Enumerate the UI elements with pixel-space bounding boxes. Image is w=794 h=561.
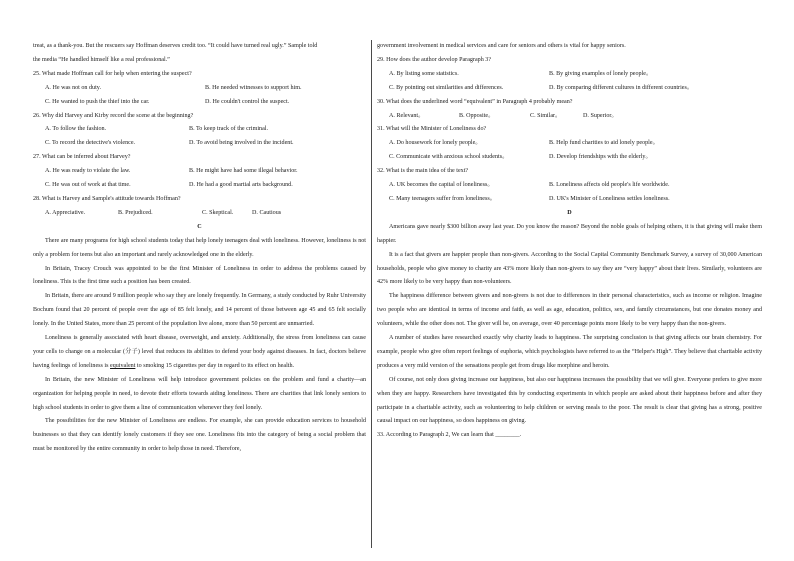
option-a[interactable]: A. UK becomes the capital of loneliness｡	[389, 182, 491, 189]
question-28-stem: 28. What is Harvey and Sample's attitude towards Hoffman?	[33, 195, 181, 202]
option-b[interactable]: B. He might have had some illegal behavior.	[189, 168, 298, 175]
passage-d-paragraph-3: The happiness difference between givers and non-givers is not due to differences in their personal characteristics, such as income or religion. Imagine two people who are identical in terms of income and faith, as well as age, education, politics, sex, and family circumstances, but one donates money and volunteers, while the other does not. The giver will be, on average, over 40 percentage points more likely to be very happy than the non-givers.	[377, 293, 762, 328]
option-c[interactable]: C. Similar｡	[530, 112, 559, 119]
option-a[interactable]: A. To follow the fashion.	[45, 126, 107, 133]
option-d[interactable]: D. To avoid being involved in the incident.	[189, 140, 294, 147]
option-c[interactable]: C. By pointing out similarities and differences.	[389, 84, 504, 91]
option-d[interactable]: D. He had a good martial arts background.	[189, 182, 293, 189]
question-27-options-row-1	[33, 165, 366, 179]
question-31-options-row-2	[377, 151, 762, 165]
question-32-stem: 32. What is the main idea of the text?	[377, 168, 469, 175]
question-29-stem: 29. How does the author develop Paragraph 3?	[377, 56, 492, 63]
right-column	[377, 40, 762, 443]
question-33-stem: 33. According to Paragraph 2, We can learn that ________.	[377, 432, 522, 439]
question-26-options-row-2	[33, 137, 366, 151]
question-25-options-row-2	[33, 96, 366, 110]
p4-text-before: Loneliness is generally associated with heart disease, overweight, and anxiety. Additionally, the stress from loneliness can cause your cells to change on a molecular (分子) level that reduces its abilities to defend your body against diseases. In fact, doctors believe having feelings of loneliness is	[33, 335, 366, 369]
option-b[interactable]: B. Prejudiced.	[118, 209, 153, 216]
option-c[interactable]: C. Skeptical.	[202, 209, 234, 216]
option-a[interactable]: A. He was not on duty.	[45, 84, 101, 91]
option-d[interactable]: D. By comparing different cultures in different countries｡	[549, 84, 690, 91]
column-divider	[371, 40, 372, 548]
passage-d-paragraph-5: Of course, not only does giving increase our happiness, but also our happiness increases the possibility that we will give. Everyone prefers to give more when they are happy. Researchers have investigated this by conducting experiments in which people are asked about their happiness before and after they participate in a charitable activity, such as volunteering to help children or serving meals to the poor. The result is clear that giving has a strong, positive causal impact on our happiness, so does happiness on giving.	[377, 376, 762, 425]
option-c[interactable]: C. Many teenagers suffer from loneliness｡	[389, 195, 493, 202]
option-a[interactable]: A. Relevant｡	[389, 112, 422, 119]
underlined-word-equivalent: equivalent	[110, 362, 136, 369]
option-a[interactable]: A. By listing some statistics.	[389, 70, 459, 77]
question-26-options-row-1	[33, 123, 366, 137]
question-26-stem: 26. Why did Harvey and Kirby record the scene at the beginning?	[33, 112, 194, 119]
question-31-options-row-1	[377, 137, 762, 151]
question-25-stem: 25. What made Hoffman call for help when entering the suspect?	[33, 70, 192, 77]
question-32-options-row-1	[377, 179, 762, 193]
passage-c-continuation: government involvement in medical services and care for seniors and others is vital for happy seniors.	[377, 43, 626, 49]
option-d[interactable]: D. UK's Minister of Loneliness settles loneliness.	[549, 195, 670, 202]
passage-d-heading: D	[567, 209, 572, 216]
passage-d-paragraph-2: It is a fact that givers are happier people than non-givers. According to the Social Capital Community Benchmark Survey, a survey of 30,000 American households, people who give money to charity are 43% more likely than non-givers to say they are “very happy” about their lives. Similarly, volunteers are 42% more likely to be very happy than non-volunteers.	[377, 251, 762, 286]
option-c[interactable]: C. He was out of work at that time.	[45, 182, 131, 189]
option-b[interactable]: B. Loneliness affects old people's life worldwide.	[549, 182, 670, 189]
question-31-stem: 31. What will the Minister of Loneliness do?	[377, 126, 487, 133]
option-b[interactable]: B. To keep track of the criminal.	[189, 126, 268, 133]
intro-line-1: treat, as a thank-you. But the rescuers say Hoffman deserves credit too. “It could have turned real ugly.” Sample told	[33, 43, 318, 49]
question-30-stem: 30. What does the underlined word “equivalent” in Paragraph 4 probably mean?	[377, 98, 573, 105]
question-27-options-row-2	[33, 179, 366, 193]
question-30-options	[377, 110, 762, 124]
passage-d-paragraph-4: A number of studies have researched exactly why charity leads to happiness. The surprising conclusion is that giving affects our brain chemistry. For example, people who give often report feelings of euphoria, which psychologists have referred to as the “Helper's High”. They believe that charitable activity produces a very mild version of the sensations people get from drugs like morphine and heroin.	[377, 335, 762, 369]
intro-line-2: the media “He handled himself like a real professional.”	[33, 56, 170, 63]
left-column	[33, 40, 366, 457]
option-d[interactable]: D. Superior｡	[583, 112, 615, 119]
passage-c-heading: C	[197, 223, 202, 230]
question-32-options-row-2	[377, 193, 762, 207]
passage-c-paragraph-5: In Britain, the new Minister of Loneliness will help introduce government policies on the problem and fund a charity—an organization for helping people in need, to devote their efforts towards aiding loneliness. There are charities that link lonely seniors to high school students in order to give them a line of communication whenever they feel lonely.	[33, 376, 366, 411]
question-29-options-row-1	[377, 68, 762, 82]
p4-text-after: to smoking 15 cigarettes per day in regard to its effect on health.	[135, 362, 295, 369]
option-a[interactable]: A. Appreciative.	[45, 209, 86, 216]
passage-c-paragraph-2: In Britain, Tracey Crouch was appointed to be the first Minister of Loneliness in order to address the problems caused by loneliness. This is the first time such a position has been created.	[33, 265, 366, 286]
passage-d-paragraph-1: Americans gave nearly $300 billion away last year. Do you know the reason? Beyond the noble goals of helping others, it is that giving will make them happier.	[377, 223, 762, 244]
option-d[interactable]: D. Develop friendships with the elderly｡	[549, 154, 649, 161]
passage-c-paragraph-1: There are many programs for high school students today that help lonely teenagers deal with loneliness. However, loneliness is not only a problem for teens but also an important and rarely acknowledged one in the elderly.	[33, 237, 366, 258]
option-c[interactable]: C. He wanted to push the thief into the car.	[45, 98, 150, 105]
question-27-stem: 27. What can be inferred about Harvey?	[33, 154, 131, 161]
passage-c-paragraph-4	[33, 332, 366, 374]
option-a[interactable]: A. Do housework for lonely people｡	[389, 140, 479, 147]
option-b[interactable]: B. By giving examples of lonely people｡	[549, 70, 650, 77]
option-b[interactable]: B. He needed witnesses to support him.	[205, 84, 302, 91]
option-b[interactable]: B. Help fund charities to aid lonely people｡	[549, 140, 656, 147]
question-29-options-row-2	[377, 82, 762, 96]
option-c[interactable]: C. To record the detective's violence.	[45, 140, 136, 147]
option-a[interactable]: A. He was ready to violate the law.	[45, 168, 131, 175]
passage-c-paragraph-6: The possibilities for the new Minister of Loneliness are endless. For example, she can provide education services to household businesses so that they can identify lonely customers if they see one. Loneliness fits into the category of being a social problem that must be monitored by the entire community in order to help those in need. Therefore,	[33, 418, 366, 453]
option-b[interactable]: B. Opposite｡	[459, 112, 492, 119]
question-25-options-row-1	[33, 82, 366, 96]
option-d[interactable]: D. He couldn't control the suspect.	[205, 98, 290, 105]
option-d[interactable]: D. Cautious	[252, 209, 282, 216]
option-c[interactable]: C. Communicate with anxious school students｡	[389, 154, 506, 161]
question-28-options	[33, 207, 366, 221]
passage-c-paragraph-3: In Britain, there are around 9 million people who say they are lonely frequently. In Germany, a study conducted by Ruhr University Bochum found that 20 percent of people over the age of 85 felt lonely, and 14 percent of those between age 45 and 65 felt socially lonely. In the United States, more than 25 percent of the population live alone, more than 50 percent are unmarried.	[33, 293, 366, 328]
